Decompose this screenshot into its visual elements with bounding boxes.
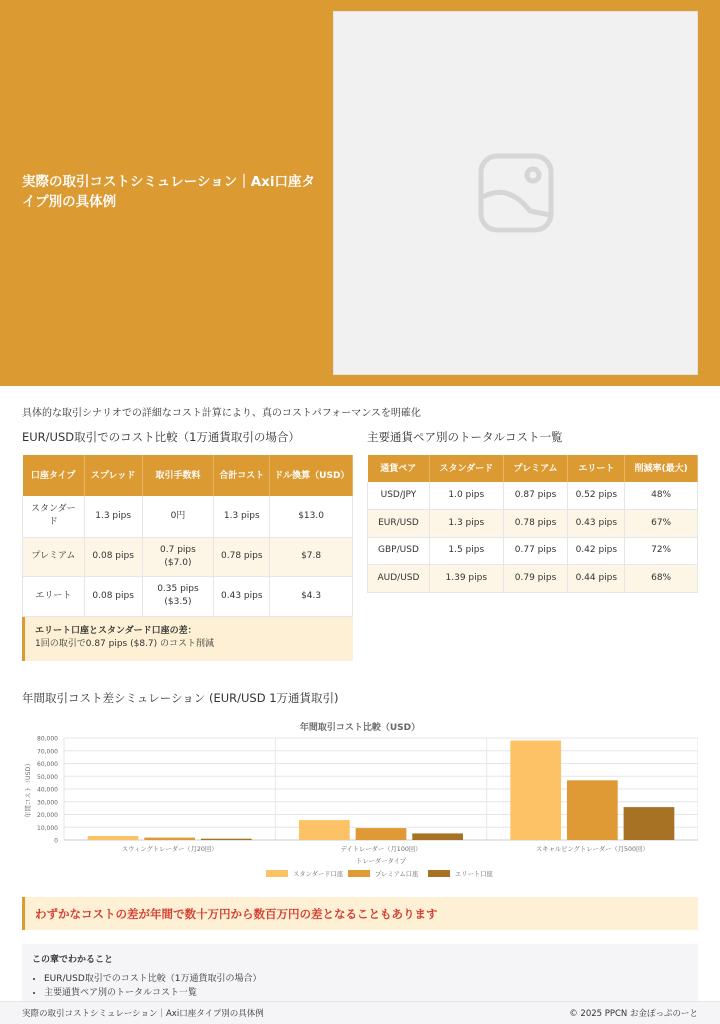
table-cell: 0.08 pips <box>84 537 142 576</box>
footer-copyright: © 2025 PPCN お金ぽっぷのーと <box>569 1009 698 1019</box>
table-cell: 1.3 pips <box>214 496 270 537</box>
cost-comparison-title: EUR/USD取引でのコスト比較（1万通貨取引の場合） <box>22 430 300 444</box>
table-row <box>23 496 353 537</box>
table-cell: $13.0 <box>270 496 353 537</box>
table-cell: USD/JPY <box>368 482 430 510</box>
bar <box>144 838 195 840</box>
y-tick-label: 20,000 <box>37 812 58 819</box>
table-row <box>368 537 698 565</box>
table-cell: 0.87 pips <box>503 482 568 510</box>
x-tick-label: デイトレーダー（月100回） <box>340 846 422 853</box>
page-footer <box>0 1001 720 1024</box>
table-cell: 0.52 pips <box>568 482 625 510</box>
table-cell: 72% <box>625 537 698 565</box>
summary-list <box>32 973 688 1000</box>
header-cell: 削減率(最大) <box>625 455 698 482</box>
summary-title: この章でわかること <box>32 955 114 965</box>
table-cell: 0.35 pips ($3.5) <box>142 576 214 616</box>
table-cell: 0.43 pips <box>568 510 625 538</box>
footer-title: 実際の取引コストシミュレーション｜Axi口座タイプ別の具体例 <box>22 1009 264 1019</box>
annual-cost-chart <box>22 716 698 888</box>
hero-banner <box>0 0 720 386</box>
table-cell: AUD/USD <box>368 565 430 593</box>
x-tick-label: スキャルピングトレーダー（月500回） <box>536 846 649 853</box>
table-cell: 1.0 pips <box>429 482 503 510</box>
table-cell: スタンダード <box>23 496 85 537</box>
table-row <box>23 537 353 576</box>
table-cell: 0.44 pips <box>568 565 625 593</box>
table-cell: 1.3 pips <box>84 496 142 537</box>
page-title: 実際の取引コストシミュレーション｜Axi口座タイプ別の具体例 <box>22 174 315 210</box>
table-cell: 68% <box>625 565 698 593</box>
table-cell: 0.78 pips <box>503 510 568 538</box>
table-cell: 1.5 pips <box>429 537 503 565</box>
y-axis-label: 年間コスト（USD） <box>25 760 32 818</box>
simulation-title: 年間取引コスト差シミュレーション (EUR/USD 1万通貨取引) <box>22 691 339 705</box>
table-cell: $4.3 <box>270 576 353 616</box>
legend-swatch <box>348 870 370 877</box>
cost-difference-note <box>22 617 353 661</box>
table-row <box>368 510 698 538</box>
y-tick-label: 40,000 <box>37 786 58 794</box>
pair-cost-title: 主要通貨ペア別のトータルコスト一覧 <box>367 430 563 444</box>
table-cell: 67% <box>625 510 698 538</box>
bar <box>88 836 139 840</box>
table-cell: 1.39 pips <box>429 565 503 593</box>
table-cell: 0.77 pips <box>503 537 568 565</box>
header-cell: エリート <box>568 455 625 482</box>
y-tick-label: 30,000 <box>37 799 58 807</box>
pair-cost-table <box>367 455 698 593</box>
x-axis-label: トレーダータイプ <box>355 858 407 865</box>
table-cell: GBP/USD <box>368 537 430 565</box>
header-cell: 取引手数料 <box>142 455 214 496</box>
lead-text: 具体的な取引シナリオでの詳細なコスト計算により、真のコストパフォーマンスを明確化 <box>22 408 421 419</box>
image-placeholder-icon <box>478 153 554 233</box>
chart-title: 年間取引コスト比較（USD） <box>299 723 421 733</box>
table-cell: 0.43 pips <box>214 576 270 616</box>
table-cell: エリート <box>23 576 85 616</box>
x-tick-label: スウィングトレーダー（月20回） <box>121 846 218 853</box>
table-header-row <box>23 455 353 496</box>
table-cell: 1.3 pips <box>429 510 503 538</box>
note-title: エリート口座とスタンダード口座の差： <box>35 626 197 636</box>
bar <box>412 833 463 840</box>
table-cell: 0円 <box>142 496 214 537</box>
summary-item: • 主要通貨ペア別のトータルコスト一覧 <box>44 987 688 1001</box>
y-tick-label: 70,000 <box>37 748 58 756</box>
table-cell: 0.42 pips <box>568 537 625 565</box>
summary-item: • EUR/USD取引でのコスト比較（1万通貨取引の場合） <box>44 973 688 987</box>
table-cell: 48% <box>625 482 698 510</box>
y-tick-label: 50,000 <box>37 773 58 781</box>
y-tick-label: 0 <box>54 837 58 845</box>
table-row <box>23 576 353 616</box>
legend-label: スタンダード口座 <box>293 871 344 878</box>
header-cell: ドル換算（USD） <box>270 455 353 496</box>
table-row <box>368 565 698 593</box>
cost-comparison-table <box>22 455 353 617</box>
bar <box>299 820 350 840</box>
header-cell: スタンダード <box>429 455 503 482</box>
hero-image-placeholder <box>333 11 698 375</box>
table-cell: $7.8 <box>270 537 353 576</box>
legend-label: プレミアム口座 <box>375 871 419 878</box>
header-cell: 口座タイプ <box>23 455 85 496</box>
table-header-row <box>368 455 698 482</box>
y-tick-label: 10,000 <box>37 824 58 832</box>
header-cell: 通貨ペア <box>368 455 430 482</box>
bar <box>624 807 675 840</box>
header-cell: 合計コスト <box>214 455 270 496</box>
header-cell: スプレッド <box>84 455 142 496</box>
y-tick-label: 60,000 <box>37 761 58 768</box>
table-row <box>368 482 698 510</box>
table-cell: 0.08 pips <box>84 576 142 616</box>
table-cell: EUR/USD <box>368 510 430 538</box>
bar <box>201 839 252 840</box>
table-cell: 0.7 pips ($7.0) <box>142 537 214 576</box>
legend-swatch <box>428 870 450 877</box>
legend-swatch <box>266 870 288 877</box>
y-tick-label: 80,000 <box>37 735 58 743</box>
bar <box>510 741 561 840</box>
note-text: 1回の取引で0.87 pips ($8.7) のコスト削減 <box>35 639 215 649</box>
bar <box>567 780 618 840</box>
bar <box>356 828 407 840</box>
table-cell: 0.79 pips <box>503 565 568 593</box>
table-cell: プレミアム <box>23 537 85 576</box>
table-cell: 0.78 pips <box>214 537 270 576</box>
legend-label: エリート口座 <box>455 871 493 878</box>
header-cell: プレミアム <box>503 455 568 482</box>
cost-alert: わずかなコストの差が年間で数十万円から数百万円の差となることもあります <box>22 897 698 930</box>
